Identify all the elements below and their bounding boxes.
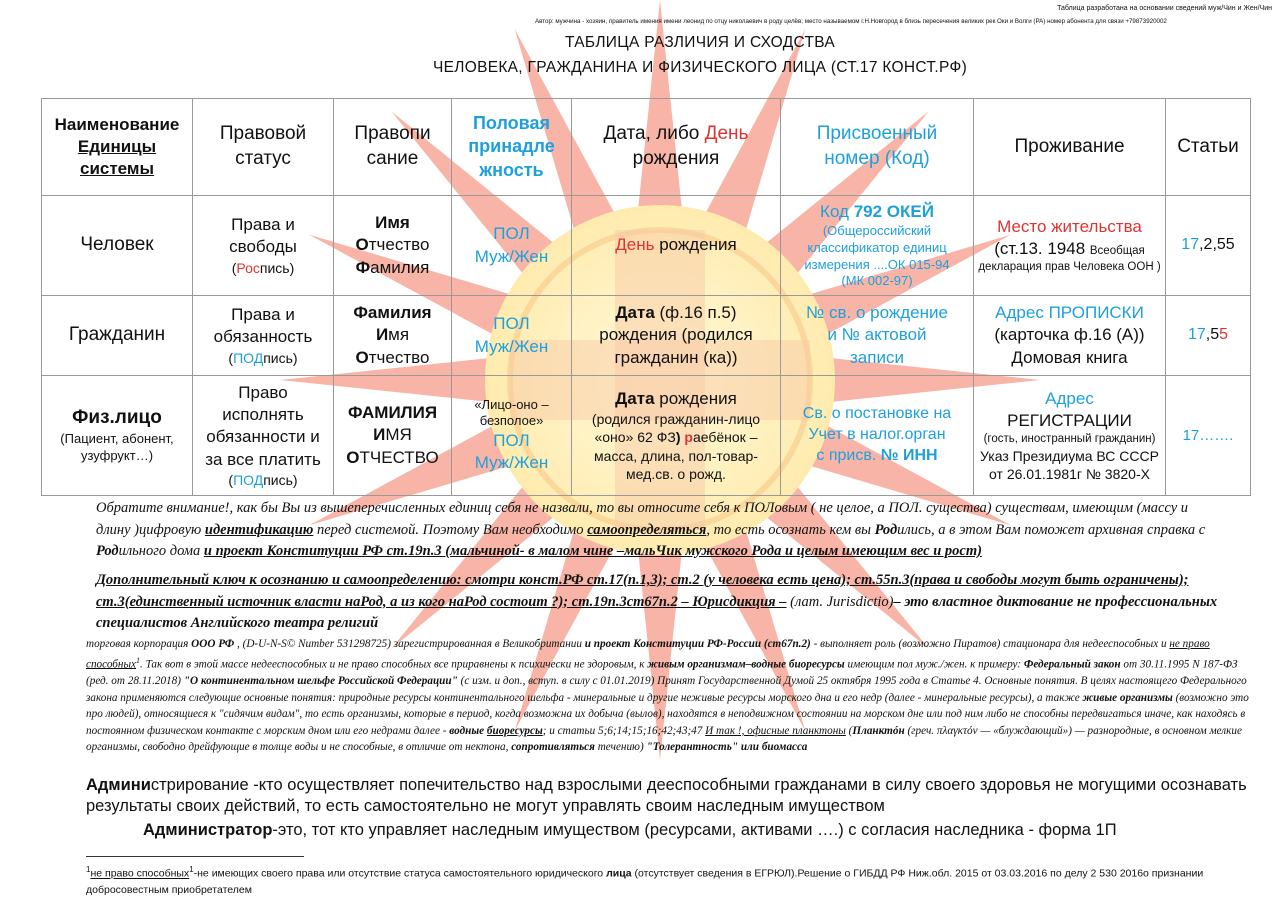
header-articles: Статьи bbox=[1166, 99, 1251, 196]
cell-residence: Адрес ПРОПИСКИ (карточка ф.16 (А)) Домовая книга bbox=[974, 296, 1166, 376]
cell-name: Физ.лицо (Пациент, абонент, узуфрукт…) bbox=[42, 376, 193, 496]
cell-date: Дата (ф.16 п.5) рождения (родился гражданин (ка)) bbox=[572, 296, 781, 376]
cell-articles: 17,2,55 bbox=[1166, 196, 1251, 296]
cell-status: Право исполнять обязанности и за все платить (ПОДпись) bbox=[193, 376, 334, 496]
header-status: Правовой статус bbox=[193, 99, 334, 196]
page-subtitle: ЧЕЛОВЕКА, ГРАЖДАНИНА И ФИЗИЧЕСКОГО ЛИЦА (СТ.17 КОНСТ.РФ) bbox=[432, 59, 968, 76]
cell-articles: 17……. bbox=[1166, 376, 1251, 496]
cell-gender: «Лицо-оно – безполое» ПОЛ Муж/Жен bbox=[452, 376, 572, 496]
footnote: $^1$не право способных$^1$-не имеющих своего права или отсутствие статуса самостоятельного юридического лица (отсутствует сведения в ЕГРЮЛ).Решение о ГИБДД РФ Ниж.обл. 2015 от 03.03.2016 по делу 2 530 2016о признании добросовестным приобретателем bbox=[86, 865, 1204, 896]
cell-gender: ПОЛ Муж/Жен bbox=[452, 196, 572, 296]
cell-spelling: ФАМИЛИЯ ИМЯ ОТЧЕСТВО bbox=[334, 376, 452, 496]
cell-spelling: Имя Отчество Фамилия bbox=[334, 196, 452, 296]
cell-residence: Адрес РЕГИСТРАЦИИ (гость, иностранный гражданин) Указ Президиума ВС СССР от 26.01.1981г № 3820-Х bbox=[974, 376, 1166, 496]
administration-definition: Администрирование -кто осуществляет попечительство над взрослыми дееспособными гражданами в силу своего здоровья не могущими осознавать результаты своих действий, то есть самостоятельно не могут управлять своим наследным имуществом bbox=[86, 776, 1247, 815]
footnote-divider bbox=[86, 856, 304, 857]
cell-status: Права и обязанность (ПОДпись) bbox=[193, 296, 334, 376]
comparison-table bbox=[41, 98, 1251, 496]
paragraph-corporation: торговая корпорация ООО РФ , (D-U-N-S© Number 531298725) зарегистрированная в Великобритании и проект Конституции РФ-России (ст67п.2) - выполняет роль (возможно Пиратов) стационара для недееспособных и не право способных$^1$. Так вот в этой массе недееспособных и не право способных все приравнены к психически не здоровым, к живым организмам–водные биоресурсы имеющим пол муж./жен. к примеру: Федеральный закон от 30.11.1995 N 187-ФЗ (ред. от 28.11.2018) "О континентальном шельфе Российской Федерации" (с изм. и доп., вступ. в силу с 01.01.2019) Принят Государственной Думой 25 октября 1995 года в Статье 4. Основные понятия. В целях настоящего Федерального закона применяются следующие основные понятия: природные ресурсы континентального шельфа - минеральные и другие неживые ресурсы морского дна и его недр (далее - минеральные ресурсы), а также живые организмы (возможно это про людей), относящиеся к "сидячим видам", то есть организмы, которые в период, когда возможна их добыча (вылов), находятся в неподвижном состоянии на морском дне или под ним либо не способны передвигаться иначе, как находясь в постоянном физическом контакте с морским дном или его недрами далее - водные биоресурсы; и статьи 5;6;14;15;16;42;43;47 И так !, офисные планктоны (Планктóн (греч. πλαγκτόν — «блуждающий») — разнородные, в основном мелкие организмы, свободно дрейфующие в толще воды и не способные, в отличие от нектона, сопротивляться течению) "Толерантность" или биомасса bbox=[86, 638, 1249, 754]
cell-spelling: Фамилия Имя Отчество bbox=[334, 296, 452, 376]
table-row-citizen bbox=[42, 296, 1251, 376]
header-date: Дата, либо День рождения bbox=[572, 99, 781, 196]
cell-code: Код 792 ОКЕЙ (Общероссийский классификатор единиц измерения ....ОК 015-94 (МК 002-97) bbox=[781, 196, 974, 296]
table-header-row bbox=[42, 99, 1251, 196]
header-gender: Половая принадле жность bbox=[452, 99, 572, 196]
cell-code: Св. о постановке на Учет в налог.орган с присв. № ИНН bbox=[781, 376, 974, 496]
cell-residence: Место жительства (ст.13. 1948 Всеобщая декларация прав Человека ООН ) bbox=[974, 196, 1166, 296]
cell-code: № св. о рождение и № актовой записи bbox=[781, 296, 974, 376]
cell-articles: 17,55 bbox=[1166, 296, 1251, 376]
paragraph-key: Дополнительный ключ к осознанию и самоопределению: смотри конст.РФ ст.17(п.1,3); ст.2 (у человека есть цена); ст.55п.3(права и свободы могут быть ограничены); ст.3(единственный источник власти наРод, а из кого наРод состоит ?); ст.19п.3ст67п.2 – Юрисдикция – (лат. Jurisdictio)– это властное диктование не профессиональных специалистов Английского театра религий bbox=[96, 572, 1218, 631]
cell-date: День рождения bbox=[572, 196, 781, 296]
cell-name: Человек bbox=[42, 196, 193, 296]
table-row-person bbox=[42, 376, 1251, 496]
paragraph-attention: Обратите внимание!, как бы Вы из вышеперечисленных единиц себя не назвали, то вы относите себя к ПОЛовым ( не целое, а ПОЛ. существа) существам, имеющим (массу и длину )цифровую идентификацию перед системой. Поэтому Вам необходимо самоопределяться, то есть осознать кем вы Родились, а в этом Вам поможет архивная справка с Родильного дома и проект Конституции РФ ст.19п.3 (мальчиной- в малом чине –мальЧик мужского Рода и целым имеющим вес и рост) bbox=[96, 500, 1206, 559]
administrator-definition: Администратор-это, тот кто управляет наследным имуществом (ресурсами, активами ….) с согласия наследника - форма 1П bbox=[143, 821, 1117, 839]
cell-status: Права и свободы (Роспись) bbox=[193, 196, 334, 296]
table-row-human bbox=[42, 196, 1251, 296]
cell-gender: ПОЛ Муж/Жен bbox=[452, 296, 572, 376]
header-code: Присвоенный номер (Код) bbox=[781, 99, 974, 196]
author-line: Автор: мужчина - хозяин, правитель имения имени леонид по отцу николаевич в роду целёв; место называемом г.Н.Новгород в близь пересечения великих рек Оки и Волги (РА) номер абонента для связи +79873920002 bbox=[535, 18, 1167, 25]
cell-date: Дата рождения (родился гражданин-лицо «оно» 62 ФЗ) раебёнок – масса, длина, пол-товар- мед.св. о рожд. bbox=[572, 376, 781, 496]
cell-name: Гражданин bbox=[42, 296, 193, 376]
page-title: ТАБЛИЦА РАЗЛИЧИЯ И СХОДСТВА bbox=[564, 34, 836, 51]
top-note: Таблица разработана на основании сведений муж/Чин и Жен/Чин bbox=[1057, 5, 1272, 12]
header-unit: Наименование Единицы системы bbox=[42, 99, 193, 196]
header-spelling: Правопи сание bbox=[334, 99, 452, 196]
header-residence: Проживание bbox=[974, 99, 1166, 196]
